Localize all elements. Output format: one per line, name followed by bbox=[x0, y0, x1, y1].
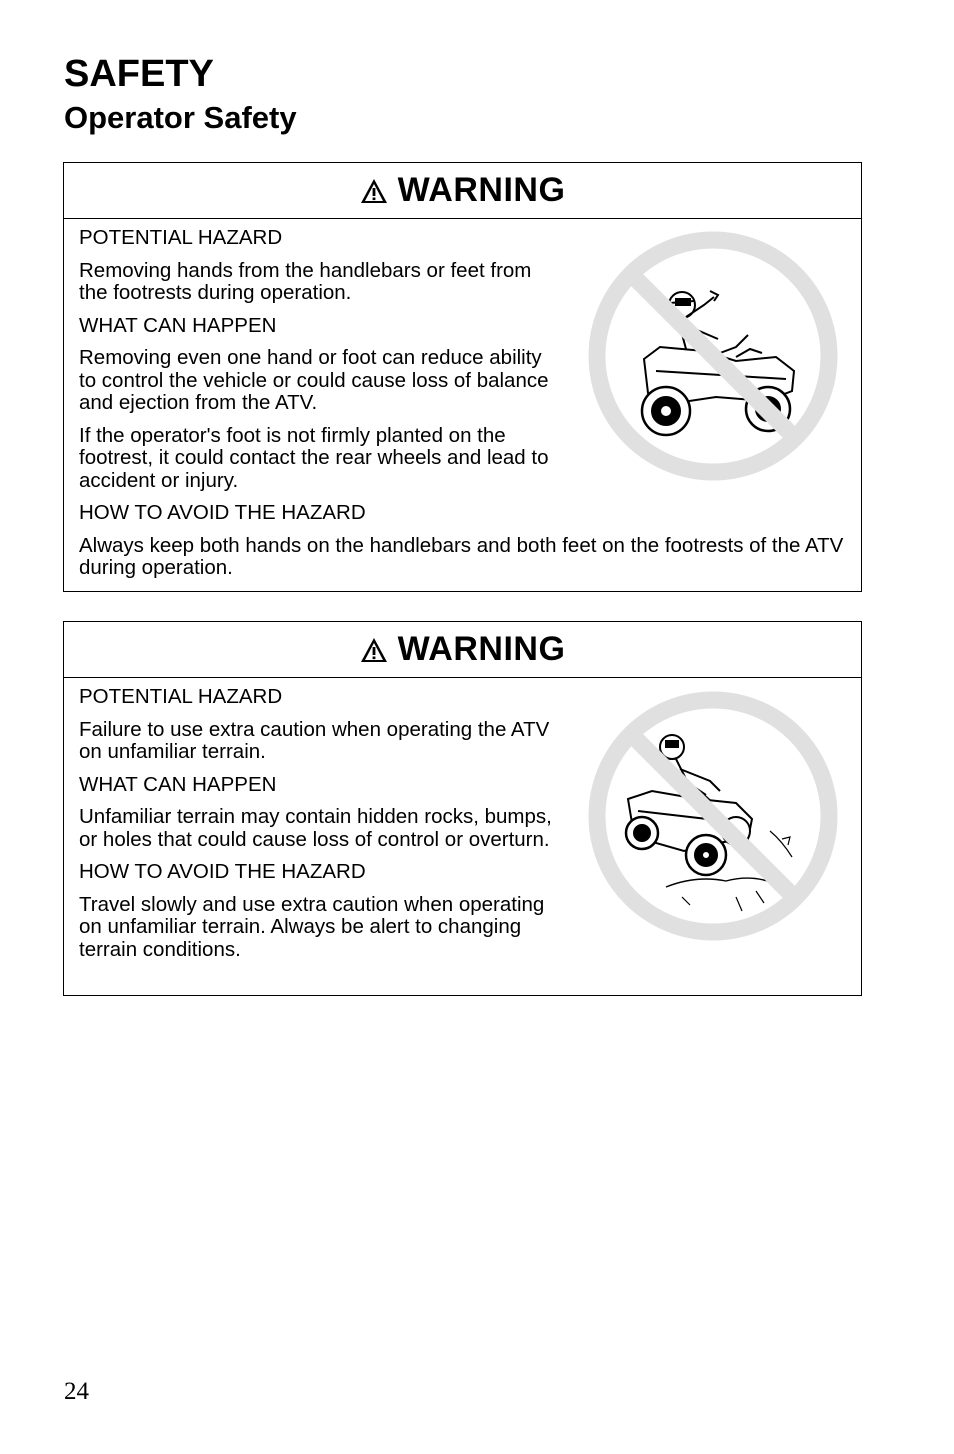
warning-heading: WARNING bbox=[397, 171, 566, 209]
page-subtitle: Operator Safety bbox=[64, 100, 297, 135]
what-can-happen-label: WHAT CAN HAPPEN bbox=[79, 313, 277, 337]
how-to-avoid-text: Always keep both hands on the handlebars and both feet on the footrests of the ATV during operation. bbox=[79, 533, 844, 579]
warning-heading: WARNING bbox=[397, 630, 566, 668]
warning-body bbox=[64, 219, 861, 590]
what-can-happen-text: Removing even one hand or foot can reduce ability to control the vehicle or could cause loss of balance and ejection from the ATV. bbox=[79, 346, 549, 414]
warning-triangle-icon bbox=[360, 637, 388, 663]
warning-box-1 bbox=[63, 162, 862, 592]
how-to-avoid-label: HOW TO AVOID THE HAZARD bbox=[79, 860, 366, 883]
potential-hazard-text: Failure to use extra caution when operating the ATV on unfamiliar terrain. bbox=[79, 717, 550, 763]
warning-body bbox=[64, 678, 861, 971]
warning-header bbox=[64, 622, 861, 678]
potential-hazard-label: POTENTIAL HAZARD bbox=[79, 226, 283, 249]
what-can-happen-label: WHAT CAN HAPPEN bbox=[79, 772, 277, 796]
warning-triangle-icon bbox=[360, 178, 388, 204]
page-title: SAFETY bbox=[64, 53, 214, 95]
potential-hazard-label: POTENTIAL HAZARD bbox=[79, 685, 283, 708]
prohibition-symbol-icon bbox=[586, 231, 840, 483]
prohibition-symbol-icon bbox=[586, 691, 840, 943]
how-to-avoid-text: Travel slowly and use extra caution when operating on unfamiliar terrain. Always be alert to changing terrain conditions. bbox=[79, 892, 545, 961]
page-number: 24 bbox=[64, 1378, 89, 1405]
how-to-avoid-label: HOW TO AVOID THE HAZARD bbox=[79, 501, 366, 524]
what-can-happen-text: Unfamiliar terrain may contain hidden rocks, bumps, or holes that could cause loss of control or overturn. bbox=[79, 805, 552, 851]
warning-box-2 bbox=[63, 621, 862, 996]
what-can-happen-text-2: If the operator's foot is not firmly planted on the footrest, it could contact the rear wheels and lead to accident or injury. bbox=[79, 423, 549, 492]
warning-header bbox=[64, 163, 861, 219]
potential-hazard-text: Removing hands from the handlebars or feet from the footrests during operation. bbox=[79, 258, 532, 304]
